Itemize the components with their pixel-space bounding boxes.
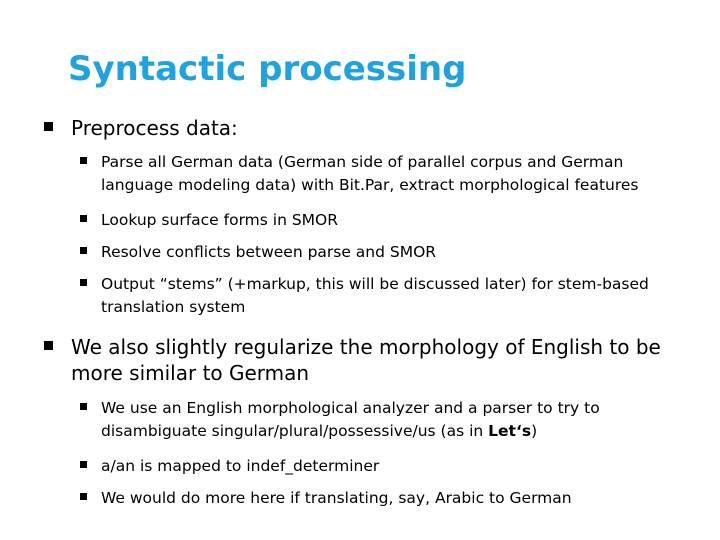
sub-bullet-parse (80, 151, 690, 197)
sub-bullet-analyzer (80, 397, 690, 443)
square-bullet-icon (44, 341, 53, 350)
sub-bullet-resolve (80, 241, 690, 264)
sub-bullet-text: Parse all German data (German side of parallel corpus and German language modeling data) with Bit.Par, extract morphological features (101, 153, 639, 194)
bullet-text: We also slightly regularize the morphology of English to be more similar to German (71, 335, 661, 385)
slide-title: Syntactic processing (68, 49, 467, 89)
square-bullet-icon (80, 461, 87, 468)
square-bullet-icon (44, 122, 53, 131)
square-bullet-icon (80, 493, 87, 500)
sub-bullet-text-suffix: ) (531, 422, 538, 440)
bullet-text: Preprocess data: (71, 116, 238, 140)
sub-bullet-arabic (80, 487, 690, 510)
sub-bullet-text (101, 397, 690, 443)
square-bullet-icon (80, 247, 87, 254)
square-bullet-icon (80, 279, 87, 286)
sub-bullet-text: Resolve conflicts between parse and SMOR (101, 243, 437, 261)
sub-bullet-text: Output “stems” (+markup, this will be discussed later) for stem-based translation system (101, 275, 649, 316)
square-bullet-icon (80, 403, 87, 410)
square-bullet-icon (80, 215, 87, 222)
sub-bullet-text-prefix: We use an English morphological analyzer and a parser to try to disambiguate singular/plural/possessive/us (as in (101, 399, 600, 440)
sub-bullet-text: Lookup surface forms in SMOR (101, 211, 339, 229)
bullet-preprocess (44, 115, 684, 141)
emphasis-lets: Let‘s (488, 422, 532, 440)
bullet-regularize (44, 334, 684, 386)
sub-bullet-lookup (80, 209, 690, 232)
sub-bullet-indef (80, 455, 690, 478)
square-bullet-icon (80, 157, 87, 164)
sub-bullet-text: a/an is mapped to indef_determiner (101, 457, 380, 475)
sub-bullet-text: We would do more here if translating, say, Arabic to German (101, 489, 572, 507)
sub-bullet-output (80, 273, 690, 319)
